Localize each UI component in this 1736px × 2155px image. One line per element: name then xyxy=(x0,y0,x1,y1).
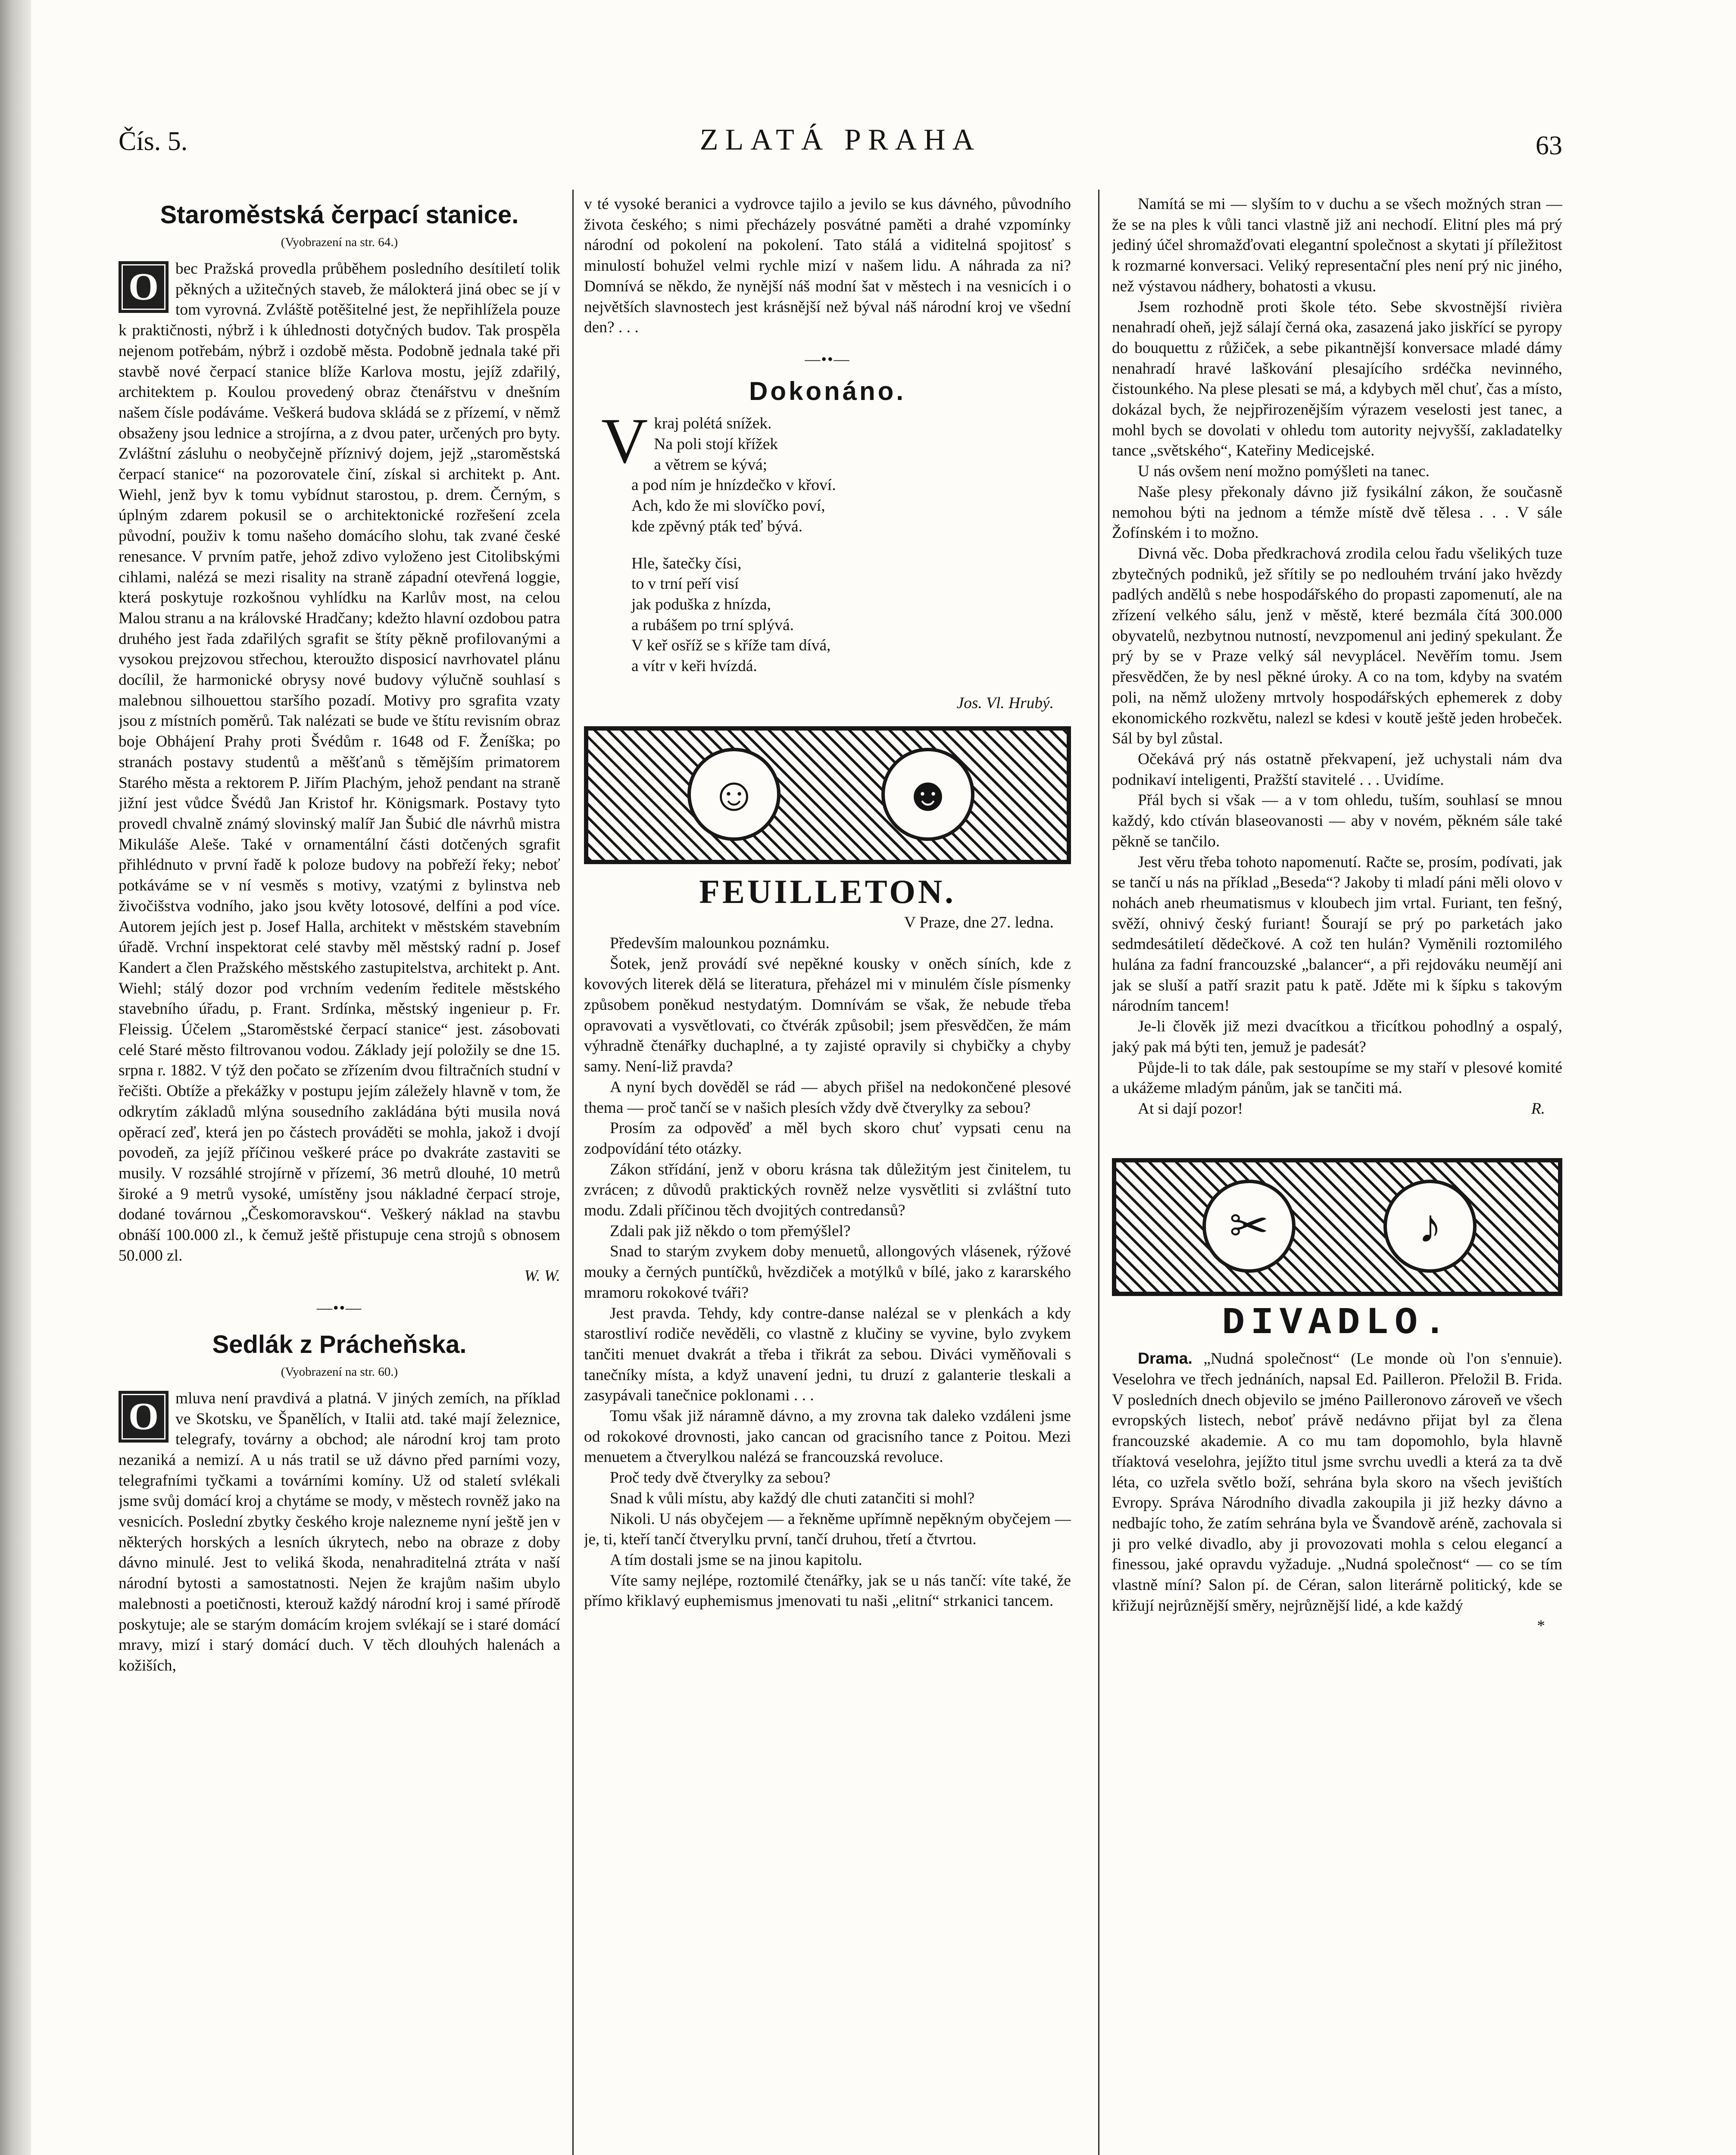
article-title: Sedlák z Prácheňska. xyxy=(212,1330,467,1359)
article-signature: R. xyxy=(1531,1099,1545,1118)
article-title: Staroměstská čerpací stanice. xyxy=(160,201,519,229)
column-left xyxy=(119,194,560,2155)
poem-signature: Jos. Vl. Hrubý. xyxy=(956,694,1054,712)
article-body xyxy=(119,1388,560,1676)
poem-line: to v trní peří visí xyxy=(631,575,739,593)
paragraph: Nikoli. U nás obyčejem — a řekněme upřímně nepěkným obyčejem — je, ti, kteří tančí čtverylku první, tančí druhou, třetí a čtvrtou. xyxy=(584,1510,1071,1549)
issue-number: Čís. 5. xyxy=(119,127,188,156)
poem-line: a větrem se kývá; xyxy=(654,456,767,474)
article-subtitle: (Vyobrazení na str. 60.) xyxy=(281,1365,398,1379)
paragraph: Víte samy nejlépe, roztomilé čtenářky, jak se u nás tančí: víte také, že přímo křiklavý euphemismus jmenovati tu naši „elitní“ strkanici tancem. xyxy=(584,1571,1071,1610)
masthead-title: ZLATÁ PRAHA xyxy=(699,123,981,156)
poem-stanza xyxy=(631,553,1071,677)
section-divider: —••— xyxy=(805,350,850,368)
paragraph: Jest pravda. Tehdy, kdy contre-danse nalézal se v plenkách a kdy starostliví rodiče nevěděli, co vlastně z klučiny se vyvine, bylo zvykem tančiti menuet dvakrát a třeba i třikrát za sebou. Diváci vyměňovali s tanečníky místa, a když unavení jedni, tu druzí z galanterie tleskali a zasypávali tanečnice poklonami . . . xyxy=(584,1304,1071,1405)
paragraph xyxy=(1112,1348,1562,1616)
paragraph: Snad k vůli místu, aby každý dle chuti zatančiti si mohl? xyxy=(610,1489,975,1507)
feuilleton-heading: FEUILLETON. xyxy=(699,873,956,911)
paragraph xyxy=(1112,1099,1562,1119)
article-body xyxy=(119,259,560,1266)
paragraph: Jsem rozhodně proti škole této. Sebe skvostnější rivièra nenahradí oheň, jejž sálají černá oka, zasazená jako jiskřící se pyropy do bouquettu z růžiček, a sebe pikantnější konversace mladé dámy nenahradí hravé laškování plesajícího srdéčka nevinného, čistounkého. Na plese plesati se má, a kdybych měl chuť, čas a místo, dokázal bych, že nejpřirozenějším výrazem veselosti jest tanec, a mohl bych se dovolati v ohledu tom autority nejvyšší, zakladatelky tance „světského“, Kateřiny Medicejské. xyxy=(1112,298,1562,460)
poem-stanza xyxy=(601,405,1071,537)
page-number: 63 xyxy=(1536,131,1562,160)
footnote-star: * xyxy=(1537,1617,1545,1635)
paragraph: Proč tedy dvě čtverylky za sebou? xyxy=(610,1469,831,1487)
paragraph: Divná věc. Doba předkrachová zrodila celou řadu všelikých tuze zbytečných podniků, jež sřítily se po nedlouhém trvání jako hvězdy padlých andělů s nebe hospodářského do propasti zapomenutí, ale na zřízení velkého sálu, jenž v městě, které bezmála čítá 300.000 obyvatelů, nezbytnou nutností, nevzpomenul ani jediný spekulant. Že prý by se v Praze velký sál nevyplácel. Nevěřím tomu. Jsem přesvědčen, že by nesl pěkné úroky. A co na tom, kdyby na svatém poli, na němž uloženy mrtvoly hospodářských ephemerek z doby ekonomického rozkvětu, nalezl se kdesi v koutě ještě jeden hrobeček. Sál by byl zůstal. xyxy=(1112,544,1562,748)
drop-cap: O xyxy=(119,261,169,313)
poem-line: Na poli stojí křížek xyxy=(654,435,778,453)
paragraph: Především malounkou poznámku. xyxy=(610,934,830,952)
page-binding-edge xyxy=(0,0,31,2155)
paragraph: Zákon střídání, jenž v oboru krásna tak důležitým jest činitelem, tu zvrácen; z důvodů praktických rovněž nelze vysvětliti si zvláštní tuto modu. Zdali příčinou těch dvojitých contredansů? xyxy=(584,1160,1071,1220)
dateline: V Praze, dne 27. ledna. xyxy=(904,914,1054,932)
paragraph: Naše plesy překonaly dávno již fysikální zákon, že současně nemohou býti na jednom a témže místě dvě tělesa . . . V sále Žofínském i to možno. xyxy=(1112,483,1562,542)
paragraph: A tím dostali jsme se na jinou kapitolu. xyxy=(610,1551,862,1569)
paragraph: Zdali pak již někdo o tom přemýšlel? xyxy=(610,1222,851,1240)
poem-line: kde zpěvný pták teď bývá. xyxy=(631,517,802,535)
poem-line: jak poduška z hnízda, xyxy=(631,595,771,613)
paragraph: v té vysoké beranici a vydrovce tajilo a jevilo se kus dávného, původního života českého; s nimi přecházely posvátné paměti a drahé vzpomínky národní od pokolení na pokolení. Tato stálá a viditelná spojitosť s minulostí bohužel velmi rychle mizí v našem lidu. A náhrada za ni? Domnívá se někdo, že nynější náš modní šat v městech i na vesnicích i o největších slavnostech jest krásnější než býval náš národní kroj ve všední den? . . . xyxy=(584,195,1071,337)
paragraph: Přál bych si však — a v tom ohledu, tuším, souhlasí se mnou každý, kdo ctíván blaseovanosti — aby v novém, pěkném sále také pěkně se tančilo. xyxy=(1112,791,1562,850)
poem-title: Dokonáno. xyxy=(749,376,906,406)
column-rule xyxy=(572,190,574,2155)
article-subtitle: (Vyobrazení na str. 64.) xyxy=(281,235,398,249)
paragraph: Snad to starým zvykem doby menuetů, allongových vlásenek, rýžové mouky a černých puntíčků, hvězdiček a motýlků v bílé, jako z kararského mramoru rokokové tváři? xyxy=(584,1243,1071,1302)
page-header xyxy=(119,123,1562,162)
poem-line: Hle, šatečky čísi, xyxy=(631,554,742,572)
paragraph: Namítá se mi — slyším to v duchu a se všech možných stran — že se na ples k vůli tanci vlastně již ani nechodí. Elitní ples má prý jediný účel shromažďovati elegantní společnost a skytati jí příležitost k rozmarné konversaci. Veliký representační ples není prý nic jiného, než výstavou nádhery, bohatosti a vkusu. xyxy=(1112,195,1562,295)
paragraph: Tomu však již náramně dávno, a my zrovna tak daleko vzdáleni jsme od rokokové drovnosti, jako cancan od gracisního tance z Poitou. Mezi menuetem a čtverylkou nalézá se francouzská revoluce. xyxy=(584,1407,1071,1466)
poem-line: a rubášem po trní splývá. xyxy=(631,616,794,634)
poem-line: a pod ním je hnízdečko v křoví. xyxy=(631,476,836,494)
portrait-medallion-icon: ☻ xyxy=(881,748,974,841)
poem-line: a vítr v keři hvízdá. xyxy=(631,657,757,675)
paragraph: Je-li člověk již mezi dvacítkou a třicítkou pohodlný a ospalý, jaký pak má býti ten, jemuž je padesát? xyxy=(1112,1018,1562,1056)
column-rule xyxy=(1098,190,1099,2155)
paragraph: bec Pražská provedla průběhem posledního desítiletí tolik pěkných a užitečných staveb, že málokterá jiná obec se jí v tom vyrovná. Zvláště potěšitelné jest, že nepřihlížela pouze k praktičnosti, nýbrž i k úhlednosti dotyčných budov. Tak prospěla nejenom potřebám, nýbrž i ozdobě města. Podobně jednala také při stavbě nové čerpací stanice blíže Karlova mostu, jejíž zdařilý, architektem p. Koulou provedený obraz čtenářstvu v dnešním našem čísle podáváme. Veškerá budova skládá se z přízemí, v němž obsaženy jsou lednice a strojírna, a z dvou pater, určených pro byty. Zvláštní zásluhu o neobyčejně příznivý dojem, jejž „staroměstská čerpací stanice“ na pozorovatele činí, získal si architekt p. Ant. Wiehl, jenž byv k tomu vybídnut starostou, p. drem. Černým, s úplným zdarem pokusil se o architektonické rozřešení zcela původní, použiv k tomu našeho domácího slohu, tak zvané české renesance. V prvním patře, jehož zdivo vyloženo jest Citolibskými cihlami, nalézá se mezi risality na straně západní otevřená loggie, která poskytuje rozkošnou vyhlídku na Karlův most, na celou Malou stranu a na královské Hradčany; kdežto hlavní ozdobou patra druhého jest řada zdařilých sgrafit se štíty pěkně profilovanými a vysokou prejzovou střechou, kteroužto disposicí navrhovatel plánu docílil, že harmonické obrysy nové budovy výlučně souhlasí s malebnou silhouettou staršího pozadí. Motivy pro sgrafita vzaty jsou z místních poměrů. Tak nalézati se bude ve štítu revisním obraz boje Obhájení Prahy proti Švédům r. 1648 od F. Ženíška; po stranách postavy studentů a měšťanů s těmějším primatorem Starého města a rektorem P. Jiřím Plachým, jehož pendant na straně jižní jest vůdce Švédů Jan Kristof hr. Königsmark. Postavy tyto provedl chvalně známý slovinský malíř Jan Šubić dle návrhů mistra Mikuláše Aleše. Také v ornamentální části dotčených sgrafit přihlédnuto v první řadě k poloze budovy na pobřeží řeky; neboť potkáváme se v ní vesměs s motivy, vzatými z bylinstva neb živočišstva vodního, jako jsou květy lotosové, delfíni a pod více. Autorem jejích jest p. Josef Halla, architekt v městském stavebním úřadě. Vrchní inspektorat celé stavby měl městský radní p. Josef Kandert a člen Pražského městského zastupitelstva, architekt p. Ant. Wiehl; stálý dozor pod vrchním vedením ředitele městského stavebního úřadu, p. Frant. Srdínka, městský ingenieur p. Fr. Fleissig. Účelem „Staroměstské čerpací stanice“ jest. zásobovati celé Staré město filtrovanou vodou. Základy její položily se dne 15. srpna r. 1882. V týž den počato se zřízením dvou filtračních studní v řečišti. Obtíže a překážky v postupu jejím záležely hlavně v tom, že odkrytím základů mlýna sousedního zakládána býti musila nová opěrací zeď, která jen po částech prováděti se mohla, jakož i dvojí povodeň, za jejíž příčinou veškeré práce po dvakráte zastaviti se musily. V rozsáhlé strojírně v přízemí, 36 metrů dlouhé, 10 metrů široké a 9 metrů vysoké, umístěny jsou nákladné čerpací stroje, dodané továrnou „Českomoravskou“. Veškerý náklad na stavbu obnáší 100.000 zl., k čemuž ještě přistupuje cena strojů s obnosem 50.000 zl. xyxy=(119,260,560,1265)
paragraph: Jest věru třeba tohoto napomenutí. Račte se, prosím, podívati, jak se tančí u nás na příklad „Beseda“? Jakoby ti mladí páni měli olovo v nohách aneb rheumatismus v kloubech jim vrtal. Furiant, ten fešný, svěží, ohnivý český furiant! Šourají se prý po parketách jako sedmdesátiletí dědečkové. A což ten hulán? Vyměnili roztomilého hulána za fadní francouzské „balancer“, a při rejdováku neumějí ani jak se sluší a patří srazit patu k patě. Jděte mi k šípku s takovým národním tancem! xyxy=(1112,853,1562,1015)
column-middle xyxy=(584,194,1071,2155)
portrait-medallion-icon: ☺ xyxy=(687,748,781,841)
poem-line: Ach, kdo že mi slovíčko poví, xyxy=(631,497,825,515)
ornamental-band xyxy=(1112,1158,1562,1296)
poem-line: kraj polétá snížek. xyxy=(654,415,772,433)
still-life-medallion-icon: ✂ xyxy=(1202,1180,1296,1273)
ornamental-band xyxy=(584,726,1071,864)
drop-cap: O xyxy=(119,1391,169,1443)
article-signature: W. W. xyxy=(524,1267,560,1285)
closing-line: At si dají pozor! xyxy=(1138,1099,1243,1118)
paragraph: U nás ovšem není možno pomýšleti na tanec. xyxy=(1138,462,1430,481)
lyre-medallion-icon: ♪ xyxy=(1383,1180,1477,1273)
section-divider: —••— xyxy=(316,1299,362,1317)
paragraph: Půjde-li to tak dále, pak sestoupíme se my staří v plesové komité a ukážeme mladým pánům, jak se tančiti má. xyxy=(1112,1059,1562,1097)
column-right xyxy=(1112,194,1562,2155)
paragraph-text: „Nudná společnost“ (Le monde où l'on s'ennuie). Veselohra ve třech jednáních, napsal Ed. Pailleron. Přeložil B. Frida. V posledních dnech objevilo se jméno Pailleronovo zároveň ve všech evropských listech, neboť právě nedávno přijat byl za člena francouzské akademie. A co mu tam dopomohlo, byla hlavně tříaktová veselohra, jejížto titul jsme svrchu uvedli a která za ta dvě léta, co uzřela světlo boží, sehrána byla skoro na všech jevištích Evropy. Správa Národního divadla zakoupila ji již hezky dávno a nedbajíc toho, že zatím sehrána byla ve Švandově aréně, zachovala si ji pro velké divadlo, aby ji provozovati mohla s celou elegancí a finessou, jaké opravdu vyžaduje. „Nudná společnost“ — co se tím vlastně míní? Salon pí. de Céran, salon literárně politický, kde se křižují nejrůznější směry, nejrůznější lidé, a kde každý xyxy=(1112,1350,1562,1615)
poem-line: V keř osříž se s kříže tam dívá, xyxy=(631,637,831,655)
poem-drop-cap: V xyxy=(601,405,648,477)
paragraph: Očekává prý nás ostatně překvapení, jež uchystali nám dva podnikaví inteligenti, Pražští stavitelé . . . Uvidíme. xyxy=(1112,750,1562,789)
paragraph: Šotek, jenž provádí své nepěkné kousky v oněch síních, kde z kovových literek dělá se literatura, přeházel mi v minulém čísle písmenky způsobem poněkud nestydatým. Domnívám se však, že nebude třeba opravovati a vysvětlovati, co čtvérák způsobil; jsem přesvědčen, že mám výhradně čtenářky duchaplné, a ty zajisté opravily si chybičky a chyby samy. Není-liž pravda? xyxy=(584,955,1071,1076)
paragraph: mluva není pravdivá a platná. V jiných zemích, na příklad ve Skotsku, ve Španělích, v Italii atd. také mají železnice, telegrafy, továrny a obchod; ale národní kroj tam proto nezaniká a nemizí. A u nás tratil se už dávno před parními vozy, telegrafními tyčkami a továrními komíny. Už od staletí svlékali jsme svůj domácí kroj a chytáme se mody, v městech rovněž jako na vesnicích. Poslední zbytky českého kroje nalezneme nyní ještě jen v některých horských a lesních úkrytech, nebo na obraze z doby dávno minulé. Jest to veliká škoda, nenahraditelná ztráta v naší národní bytosti a samostatnosti. Nejen že krajům našim ubylo malebnosti a poetičnosti, kterouž každý národní kroj i samé přírodě poskytuje; ale se starým domácím krojem svlékají se i staré domácí mravy, mizí i starý domácí duch. V těch dlouhých halenách a kožiších, xyxy=(119,1389,560,1674)
paragraph: A nyní bych dověděl se rád — abych přišel na nedokončené plesové thema — proč tančí se v našich plesích vždy dvě čtverylky za sebou? xyxy=(584,1078,1071,1117)
paragraph: Prosím za odpověď a měl bych skoro chuť vypsati cenu na zodpovídání této otázky. xyxy=(584,1119,1071,1158)
theatre-heading: DIVADLO. xyxy=(1222,1302,1452,1345)
section-lead: Drama. xyxy=(1138,1349,1193,1368)
